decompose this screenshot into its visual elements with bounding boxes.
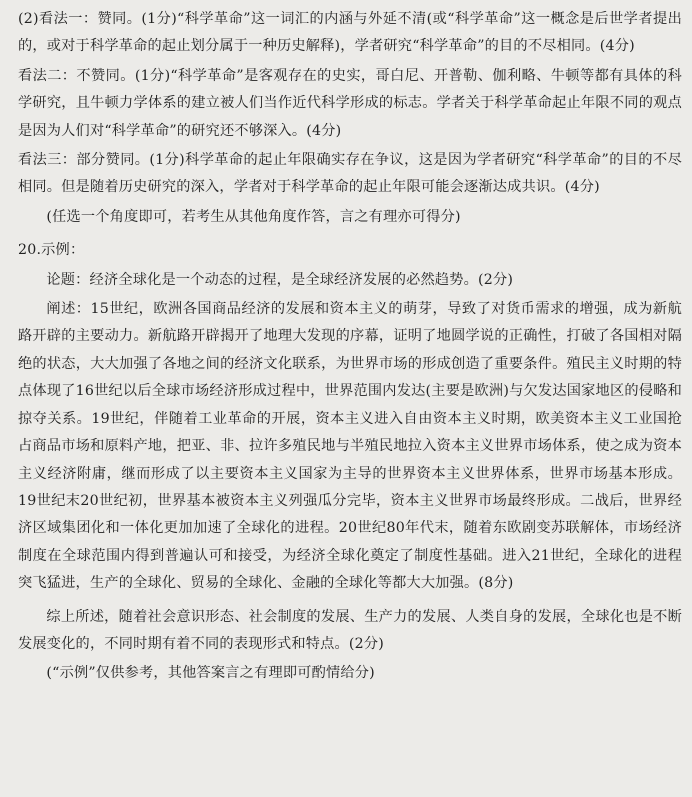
q19-scoring-note: (任选一个角度即可，若考生从其他角度作答，言之有理亦可得分): [46, 208, 461, 225]
q20-scoring-note: (“示例”仅供参考，其他答案言之有理即可酌情给分): [46, 665, 375, 682]
q19-view1-paragraph: (2)看法一：赞同。(1分)“科学革命”这一词汇的内涵与外延不清(或“科学革命”这一概念是后世学者提出的，或对于科学革命的起止划分属于一种历史解释)，学者研究“科学革命”的目的不尽相同。(4分): [18, 11, 682, 55]
q20-thesis: 论题：经济全球化是一个动态的过程，是全球经济发展的必然趋势。(2分): [46, 271, 514, 288]
answer-text-block: [18, 6, 682, 688]
q19-view3-paragraph: 看法三：部分赞同。(1分)科学革命的起止年限确实存在争议，这是因为学者研究“科学革命”的目的不尽相同。但是随着历史研究的深入，学者对于科学革命的起止年限可能会逐渐达成共识。(4分): [18, 152, 682, 196]
q20-explanation: 阐述：15世纪，欧洲各国商品经济的发展和资本主义的萌芽，导致了对货币需求的增强，成为新航路开辟的主要动力。新航路开辟揭开了地理大发现的序幕，证明了地圆学说的正确性，打破了各国相对隔绝的状态，大大加强了各地之间的经济文化联系，为世界市场的形成创造了重要条件。殖民主义时期的特点体现了16世纪以后全球市场经济形成过程中，世界范围内发达(主要是欧洲)与欠发达国家地区的侵略和掠夺关系。19世纪，伴随着工业革命的开展，资本主义进入自由资本主义时期，欧美资本主义工业国抢占商品市场和原料产地，把亚、非、拉许多殖民地与半殖民地拉入资本主义世界市场体系，使之成为资本主义经济附庸，继而形成了以主要资本主义国家为主导的世界资本主义世界体系，世界市场基本形成。19世纪末20世纪初，世界基本被资本主义列强瓜分完毕，资本主义世界市场最终形成。二战后，世界经济区域集团化和一体化更加加速了全球化的进程。20世纪80年代末，随着东欧剧变苏联解体，市场经济制度在全球范围内得到普遍认可和接受，为经济全球化奠定了制度性基础。进入21世纪，全球化的进程突飞猛进，生产的全球化、贸易的全球化、金融的全球化等都大大加强。(8分): [18, 301, 682, 592]
q19-view2-paragraph: 看法二：不赞同。(1分)“科学革命”是客观存在的史实，哥白尼、开普勒、伽利略、牛顿等都有具体的科学研究，且牛顿力学体系的建立被人们当作近代科学形成的标志。学者关于科学革命起止年限不同的观点是因为人们对“科学革命”的研究还不够深入。(4分): [18, 67, 682, 139]
q20-heading: 20.示例：: [18, 242, 85, 259]
q20-conclusion: 综上所述，随着社会意识形态、社会制度的发展、生产力的发展、人类自身的发展，全球化也是不断发展变化的，不同时期有着不同的表现形式和特点。(2分): [18, 608, 682, 652]
